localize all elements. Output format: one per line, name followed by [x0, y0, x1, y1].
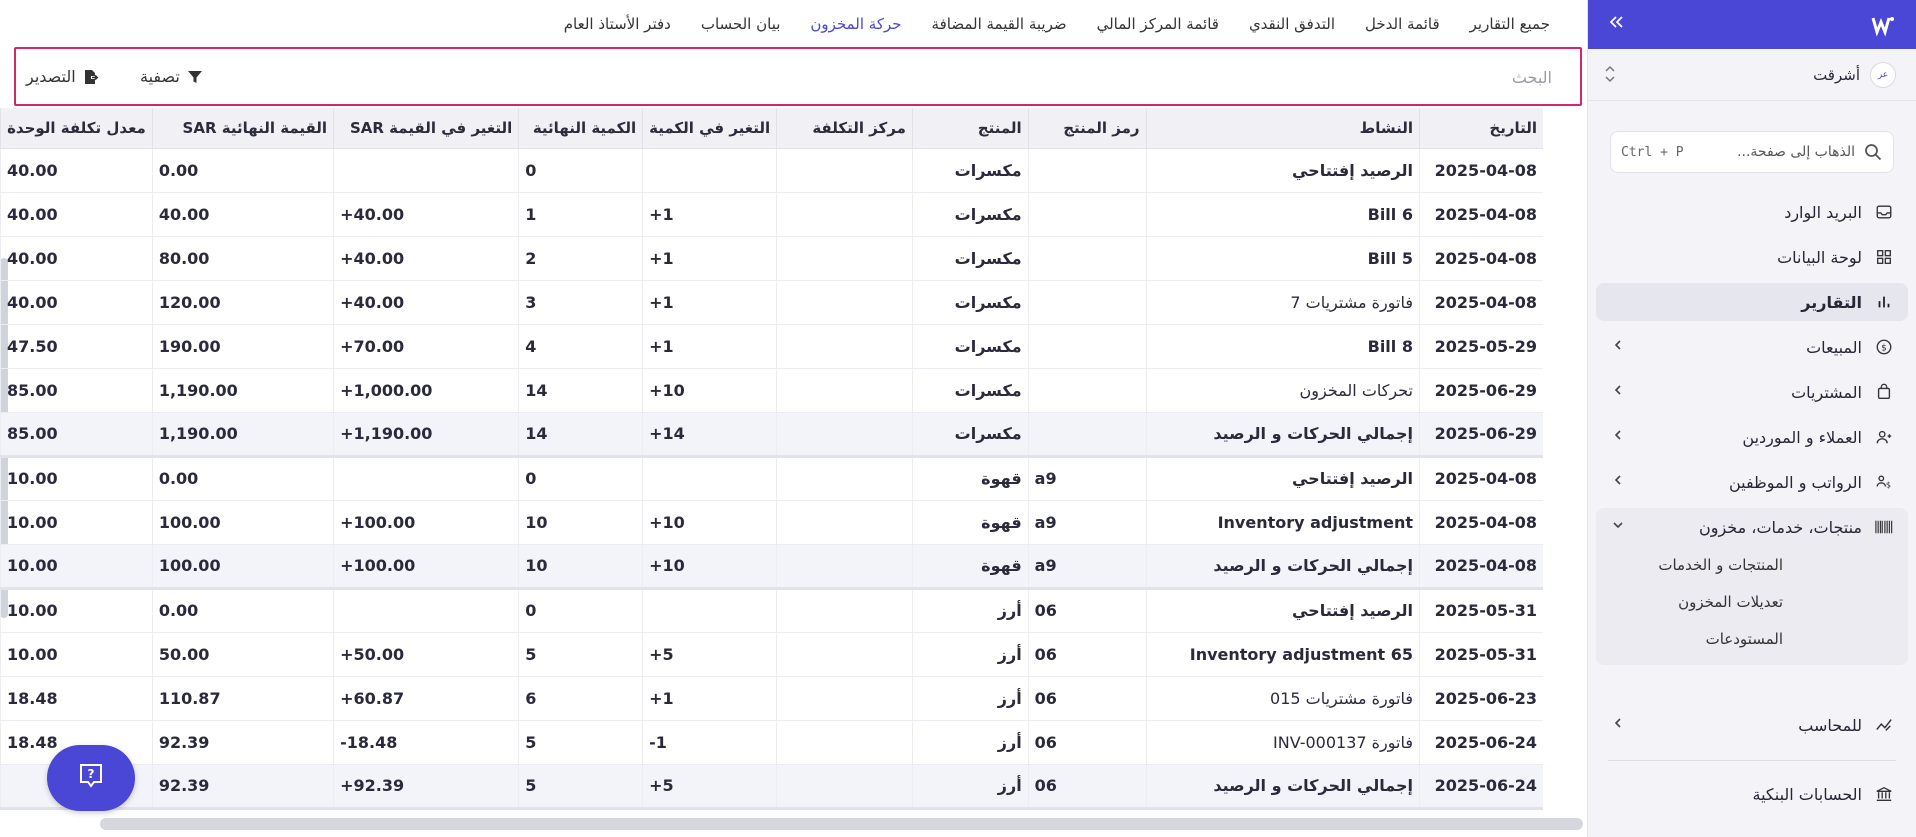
cell-avg: 10.00 [1, 588, 153, 632]
sidebar-header [1588, 0, 1916, 49]
tab-2[interactable]: التدفق النقدي [1248, 15, 1335, 33]
app-logo-icon[interactable] [1870, 12, 1896, 38]
cell-dqty: +1 [643, 676, 777, 720]
chevron-left-icon [1610, 428, 1626, 446]
cell-avg: 40.00 [1, 192, 153, 236]
cell-dqty: +1 [643, 324, 777, 368]
table-row[interactable] [1, 148, 1544, 192]
cell-val: 0.00 [152, 588, 333, 632]
cell-avg: 10.00 [1, 544, 153, 588]
bag-icon [1874, 382, 1894, 402]
sidebar [1587, 0, 1916, 837]
cell-product: مكسرات [912, 324, 1028, 368]
cell-product: قهوة [912, 456, 1028, 500]
sidebar-item-label: منتجات، خدمات، مخزون [1699, 517, 1862, 537]
cell-cc [777, 192, 913, 236]
cell-avg: 10.00 [1, 500, 153, 544]
cell-cc [777, 676, 913, 720]
sidebar-item-9[interactable] [1596, 775, 1908, 813]
cell-dqty: +10 [643, 544, 777, 588]
sidebar-item-label: التقارير [1801, 292, 1862, 312]
cell-date: 2025-05-29 [1419, 324, 1543, 368]
cell-activity: إجمالي الحركات و الرصيد [1146, 764, 1419, 808]
tab-4[interactable]: ضريبة القيمة المضافة [931, 15, 1067, 33]
sidebar-item-label: البريد الوارد [1784, 202, 1862, 222]
cell-date: 2025-04-08 [1419, 544, 1543, 588]
cell-date: 2025-04-08 [1419, 236, 1543, 280]
chevron-left-icon [1610, 716, 1626, 734]
cell-activity: فاتورة مشتريات 015 [1146, 676, 1419, 720]
cell-dqty: +5 [643, 764, 777, 808]
cell-avg: 18.48 [1, 676, 153, 720]
cell-product: أرز [912, 764, 1028, 808]
tab-3[interactable]: قائمة المركز المالي [1096, 15, 1219, 33]
cell-activity: فاتورة مشتريات 7 [1146, 280, 1419, 324]
cell-cc [777, 368, 913, 412]
table-row[interactable] [1, 676, 1544, 720]
dollar-icon [1874, 337, 1894, 357]
cell-cc [777, 456, 913, 500]
cell-cc [777, 588, 913, 632]
bank-icon [1874, 784, 1894, 804]
table-row[interactable] [1, 720, 1544, 764]
cell-qty: 5 [519, 632, 643, 676]
cell-val: 120.00 [152, 280, 333, 324]
cell-date: 2025-05-31 [1419, 588, 1543, 632]
table-row[interactable] [1, 324, 1544, 368]
cell-code [1028, 368, 1146, 412]
column-header-0[interactable]: التاريخ [1419, 108, 1543, 148]
sidebar-item-6[interactable] [1596, 463, 1908, 501]
cell-dval: +60.87 [334, 676, 519, 720]
table-row[interactable] [1, 456, 1544, 500]
total-row[interactable] [1, 544, 1544, 588]
tab-5[interactable]: حركة المخزون [810, 15, 902, 33]
sidebar-item-label: الرواتب و الموظفين [1728, 472, 1862, 492]
sidebar-divider [1608, 760, 1896, 761]
chevron-down-icon [1610, 518, 1626, 536]
tab-7[interactable]: دفتر الأستاذ العام [563, 15, 671, 33]
cell-code: a9 [1028, 544, 1146, 588]
cell-qty: 4 [519, 324, 643, 368]
cell-val: 80.00 [152, 236, 333, 280]
cell-avg: 40.00 [1, 280, 153, 324]
cell-dval: +1,190.00 [334, 412, 519, 456]
sidebar-item-4[interactable] [1596, 373, 1908, 411]
cell-val: 0.00 [152, 456, 333, 500]
table-row[interactable] [1, 192, 1544, 236]
cell-avg: 85.00 [1, 412, 153, 456]
help-button[interactable] [47, 745, 135, 811]
inventory-movement-table-wrapper [0, 108, 1587, 813]
cell-cc [777, 500, 913, 544]
sidebar-subitem-0[interactable]: المنتجات و الخدمات [1658, 555, 1783, 574]
cell-dval: +50.00 [334, 632, 519, 676]
column-header-7[interactable]: التغير في القيمة SAR [334, 108, 519, 148]
chevron-left-icon [1610, 338, 1626, 356]
inbox-icon [1874, 202, 1894, 222]
cell-product: أرز [912, 632, 1028, 676]
cell-activity: Inventory adjustment 65 [1146, 632, 1419, 676]
cell-code: 06 [1028, 632, 1146, 676]
table-row[interactable] [1, 500, 1544, 544]
chevron-left-icon [1610, 473, 1626, 491]
cell-activity: Bill 5 [1146, 236, 1419, 280]
cell-dqty [643, 588, 777, 632]
cell-date: 2025-06-29 [1419, 412, 1543, 456]
column-header-5[interactable]: التغير في الكمية [643, 108, 777, 148]
column-header-3[interactable]: المنتج [912, 108, 1028, 148]
cell-qty: 0 [519, 588, 643, 632]
sidebar-item-0[interactable] [1596, 193, 1908, 231]
cell-dval: +40.00 [334, 236, 519, 280]
svg-text:$: $ [1885, 479, 1892, 490]
sidebar-item-label: المبيعات [1806, 337, 1862, 357]
cell-date: 2025-06-23 [1419, 676, 1543, 720]
cell-product: مكسرات [912, 368, 1028, 412]
cell-product: مكسرات [912, 148, 1028, 192]
cell-code: 06 [1028, 764, 1146, 808]
updown-chevron-icon [1604, 65, 1616, 84]
cell-val: 50.00 [152, 632, 333, 676]
sidebar-item-5[interactable] [1596, 418, 1908, 456]
reports-icon [1874, 292, 1894, 312]
sidebar-item-8[interactable] [1596, 706, 1908, 744]
cell-dval: +40.00 [334, 192, 519, 236]
cell-activity: فاتورة INV-000137 [1146, 720, 1419, 764]
cell-dqty: +10 [643, 500, 777, 544]
sidebar-subitem-1[interactable]: تعديلات المخزون [1678, 592, 1783, 611]
cell-cc [777, 324, 913, 368]
cell-activity: إجمالي الحركات و الرصيد [1146, 544, 1419, 588]
cell-val: 92.39 [152, 720, 333, 764]
search-input[interactable] [1252, 65, 1552, 89]
column-header-8[interactable]: القيمة النهائية SAR [152, 108, 333, 148]
cell-dval [334, 588, 519, 632]
cell-dval: -18.48 [334, 720, 519, 764]
column-header-2[interactable]: رمز المنتج [1028, 108, 1146, 148]
barcode-icon [1874, 517, 1894, 537]
sidebar-nav [1588, 193, 1916, 813]
cell-activity: Bill 6 [1146, 192, 1419, 236]
cell-code: 06 [1028, 720, 1146, 764]
cell-code [1028, 280, 1146, 324]
column-header-4[interactable]: مركز التكلفة [777, 108, 913, 148]
cell-date: 2025-05-31 [1419, 632, 1543, 676]
cell-dval [334, 456, 519, 500]
report-tabs [450, 0, 1560, 48]
cell-qty: 0 [519, 456, 643, 500]
goto-page-search[interactable] [1610, 131, 1894, 173]
cell-date: 2025-04-08 [1419, 280, 1543, 324]
svg-text:?: ? [87, 767, 95, 781]
sidebar-item-label: لوحة البيانات [1777, 247, 1862, 267]
sidebar-item-2[interactable] [1596, 283, 1908, 321]
cell-avg: 40.00 [1, 236, 153, 280]
sidebar-spacer [1588, 672, 1916, 706]
cell-val: 40.00 [152, 192, 333, 236]
sidebar-group-products [1596, 508, 1908, 665]
table-row[interactable] [1, 632, 1544, 676]
table-row[interactable] [1, 236, 1544, 280]
goto-shortcut: Ctrl + P [1621, 144, 1684, 160]
sidebar-item-label: العملاء و الموردين [1742, 427, 1862, 447]
tab-1[interactable]: قائمة الدخل [1365, 15, 1440, 33]
collapse-sidebar-icon[interactable] [1606, 12, 1626, 37]
cell-activity: Bill 8 [1146, 324, 1419, 368]
cell-avg: 18.48 [1, 720, 153, 764]
cell-cc [777, 148, 913, 192]
cell-product: مكسرات [912, 280, 1028, 324]
cell-avg: 10.00 [1, 456, 153, 500]
cell-dqty: -1 [643, 720, 777, 764]
export-button[interactable] [26, 67, 100, 86]
sidebar-item-label: المشتريات [1791, 382, 1862, 402]
cell-dval [334, 148, 519, 192]
cell-product: أرز [912, 676, 1028, 720]
cell-product: مكسرات [912, 192, 1028, 236]
cell-qty: 5 [519, 720, 643, 764]
cell-code: a9 [1028, 500, 1146, 544]
filter-label: تصفية [140, 67, 180, 86]
cell-date: 2025-04-08 [1419, 148, 1543, 192]
cell-val: 110.87 [152, 676, 333, 720]
column-header-9[interactable]: معدل تكلفة الوحدة [1, 108, 153, 148]
sidebar-item-label: الحسابات البنكية [1752, 784, 1862, 804]
cell-val: 1,190.00 [152, 412, 333, 456]
users-icon [1874, 427, 1894, 447]
cell-dqty: +10 [643, 368, 777, 412]
cell-qty: 6 [519, 676, 643, 720]
cell-code: a9 [1028, 456, 1146, 500]
chart-line-icon [1874, 715, 1894, 735]
organization-switcher[interactable] [1588, 49, 1916, 101]
column-header-1[interactable]: النشاط [1146, 108, 1419, 148]
cell-val: 100.00 [152, 544, 333, 588]
sidebar-item-label: للمحاسب [1798, 715, 1862, 735]
cell-qty: 2 [519, 236, 643, 280]
sidebar-item-3[interactable] [1596, 328, 1908, 366]
search-icon [1863, 142, 1883, 162]
total-row[interactable] [1, 764, 1544, 808]
cell-product: قهوة [912, 500, 1028, 544]
dashboard-icon [1874, 247, 1894, 267]
export-icon [82, 68, 100, 86]
cell-qty: 5 [519, 764, 643, 808]
cell-cc [777, 412, 913, 456]
sidebar-subitem-2[interactable]: المستودعات [1705, 629, 1783, 648]
goto-page-label: الذهاب إلى صفحة... [1737, 144, 1855, 160]
cell-cc [777, 720, 913, 764]
cell-cc [777, 764, 913, 808]
cell-dval: +100.00 [334, 500, 519, 544]
cell-cc [777, 632, 913, 676]
cell-avg: 40.00 [1, 148, 153, 192]
sidebar-item-1[interactable] [1596, 238, 1908, 276]
cell-qty: 10 [519, 544, 643, 588]
cell-avg: 85.00 [1, 368, 153, 412]
table-row[interactable] [1, 280, 1544, 324]
cell-dqty: +1 [643, 192, 777, 236]
cell-activity: إجمالي الحركات و الرصيد [1146, 412, 1419, 456]
cell-product: مكسرات [912, 412, 1028, 456]
cell-product: مكسرات [912, 236, 1028, 280]
cell-date: 2025-04-08 [1419, 192, 1543, 236]
cell-dqty [643, 148, 777, 192]
total-row[interactable] [1, 412, 1544, 456]
cell-code [1028, 236, 1146, 280]
cell-cc [777, 236, 913, 280]
cell-dval: +92.39 [334, 764, 519, 808]
cell-code [1028, 324, 1146, 368]
cell-date: 2025-04-08 [1419, 456, 1543, 500]
cell-val: 0.00 [152, 148, 333, 192]
org-name: أشرقت [1813, 65, 1860, 84]
filter-icon [186, 68, 204, 86]
cell-product: أرز [912, 720, 1028, 764]
chevron-left-icon [1610, 383, 1626, 401]
cell-dqty: +5 [643, 632, 777, 676]
sidebar-item-7[interactable] [1596, 508, 1908, 546]
horizontal-scrollbar[interactable] [100, 818, 1583, 830]
cell-code [1028, 412, 1146, 456]
cell-val: 1,190.00 [152, 368, 333, 412]
cell-qty: 10 [519, 500, 643, 544]
tab-0[interactable]: جميع التقارير [1469, 15, 1550, 33]
help-icon [76, 761, 106, 795]
report-toolbar [14, 47, 1582, 106]
cell-activity: الرصيد إفتتاحي [1146, 148, 1419, 192]
cell-cc [777, 544, 913, 588]
cell-dval: +40.00 [334, 280, 519, 324]
table-row[interactable] [1, 588, 1544, 632]
cell-qty: 1 [519, 192, 643, 236]
cell-code: 06 [1028, 676, 1146, 720]
cell-date: 2025-06-24 [1419, 720, 1543, 764]
cell-product: أرز [912, 588, 1028, 632]
cell-activity: تحركات المخزون [1146, 368, 1419, 412]
column-header-6[interactable]: الكمية النهائية [519, 108, 643, 148]
cell-code: 06 [1028, 588, 1146, 632]
cell-qty: 3 [519, 280, 643, 324]
cell-val: 92.39 [152, 764, 333, 808]
cell-product: قهوة [912, 544, 1028, 588]
cell-val: 100.00 [152, 500, 333, 544]
cell-avg: 10.00 [1, 632, 153, 676]
cell-dqty: +14 [643, 412, 777, 456]
cell-code [1028, 148, 1146, 192]
cell-code [1028, 192, 1146, 236]
table-header-row [1, 108, 1544, 148]
cell-date: 2025-04-08 [1419, 500, 1543, 544]
table-row[interactable] [1, 368, 1544, 412]
cell-dqty: +1 [643, 280, 777, 324]
inventory-movement-table [0, 108, 1543, 810]
export-label: التصدير [26, 67, 76, 86]
cell-qty: 14 [519, 368, 643, 412]
cell-dval: +1,000.00 [334, 368, 519, 412]
filter-button[interactable] [140, 67, 204, 86]
cell-activity: الرصيد إفتتاحي [1146, 588, 1419, 632]
svg-text:$: $ [1881, 343, 1887, 354]
cell-date: 2025-06-24 [1419, 764, 1543, 808]
cell-date: 2025-06-29 [1419, 368, 1543, 412]
cell-dqty: +1 [643, 236, 777, 280]
cell-qty: 0 [519, 148, 643, 192]
cell-cc [777, 280, 913, 324]
cell-dval: +100.00 [334, 544, 519, 588]
cell-dval: +70.00 [334, 324, 519, 368]
cell-avg: 47.50 [1, 324, 153, 368]
cell-activity: الرصيد إفتتاحي [1146, 456, 1419, 500]
tab-6[interactable]: بيان الحساب [700, 15, 781, 33]
cell-val: 190.00 [152, 324, 333, 368]
org-avatar: ﻋﺮ [1870, 62, 1896, 88]
payroll-icon [1874, 472, 1894, 492]
cell-activity: Inventory adjustment [1146, 500, 1419, 544]
cell-qty: 14 [519, 412, 643, 456]
cell-dqty [643, 456, 777, 500]
